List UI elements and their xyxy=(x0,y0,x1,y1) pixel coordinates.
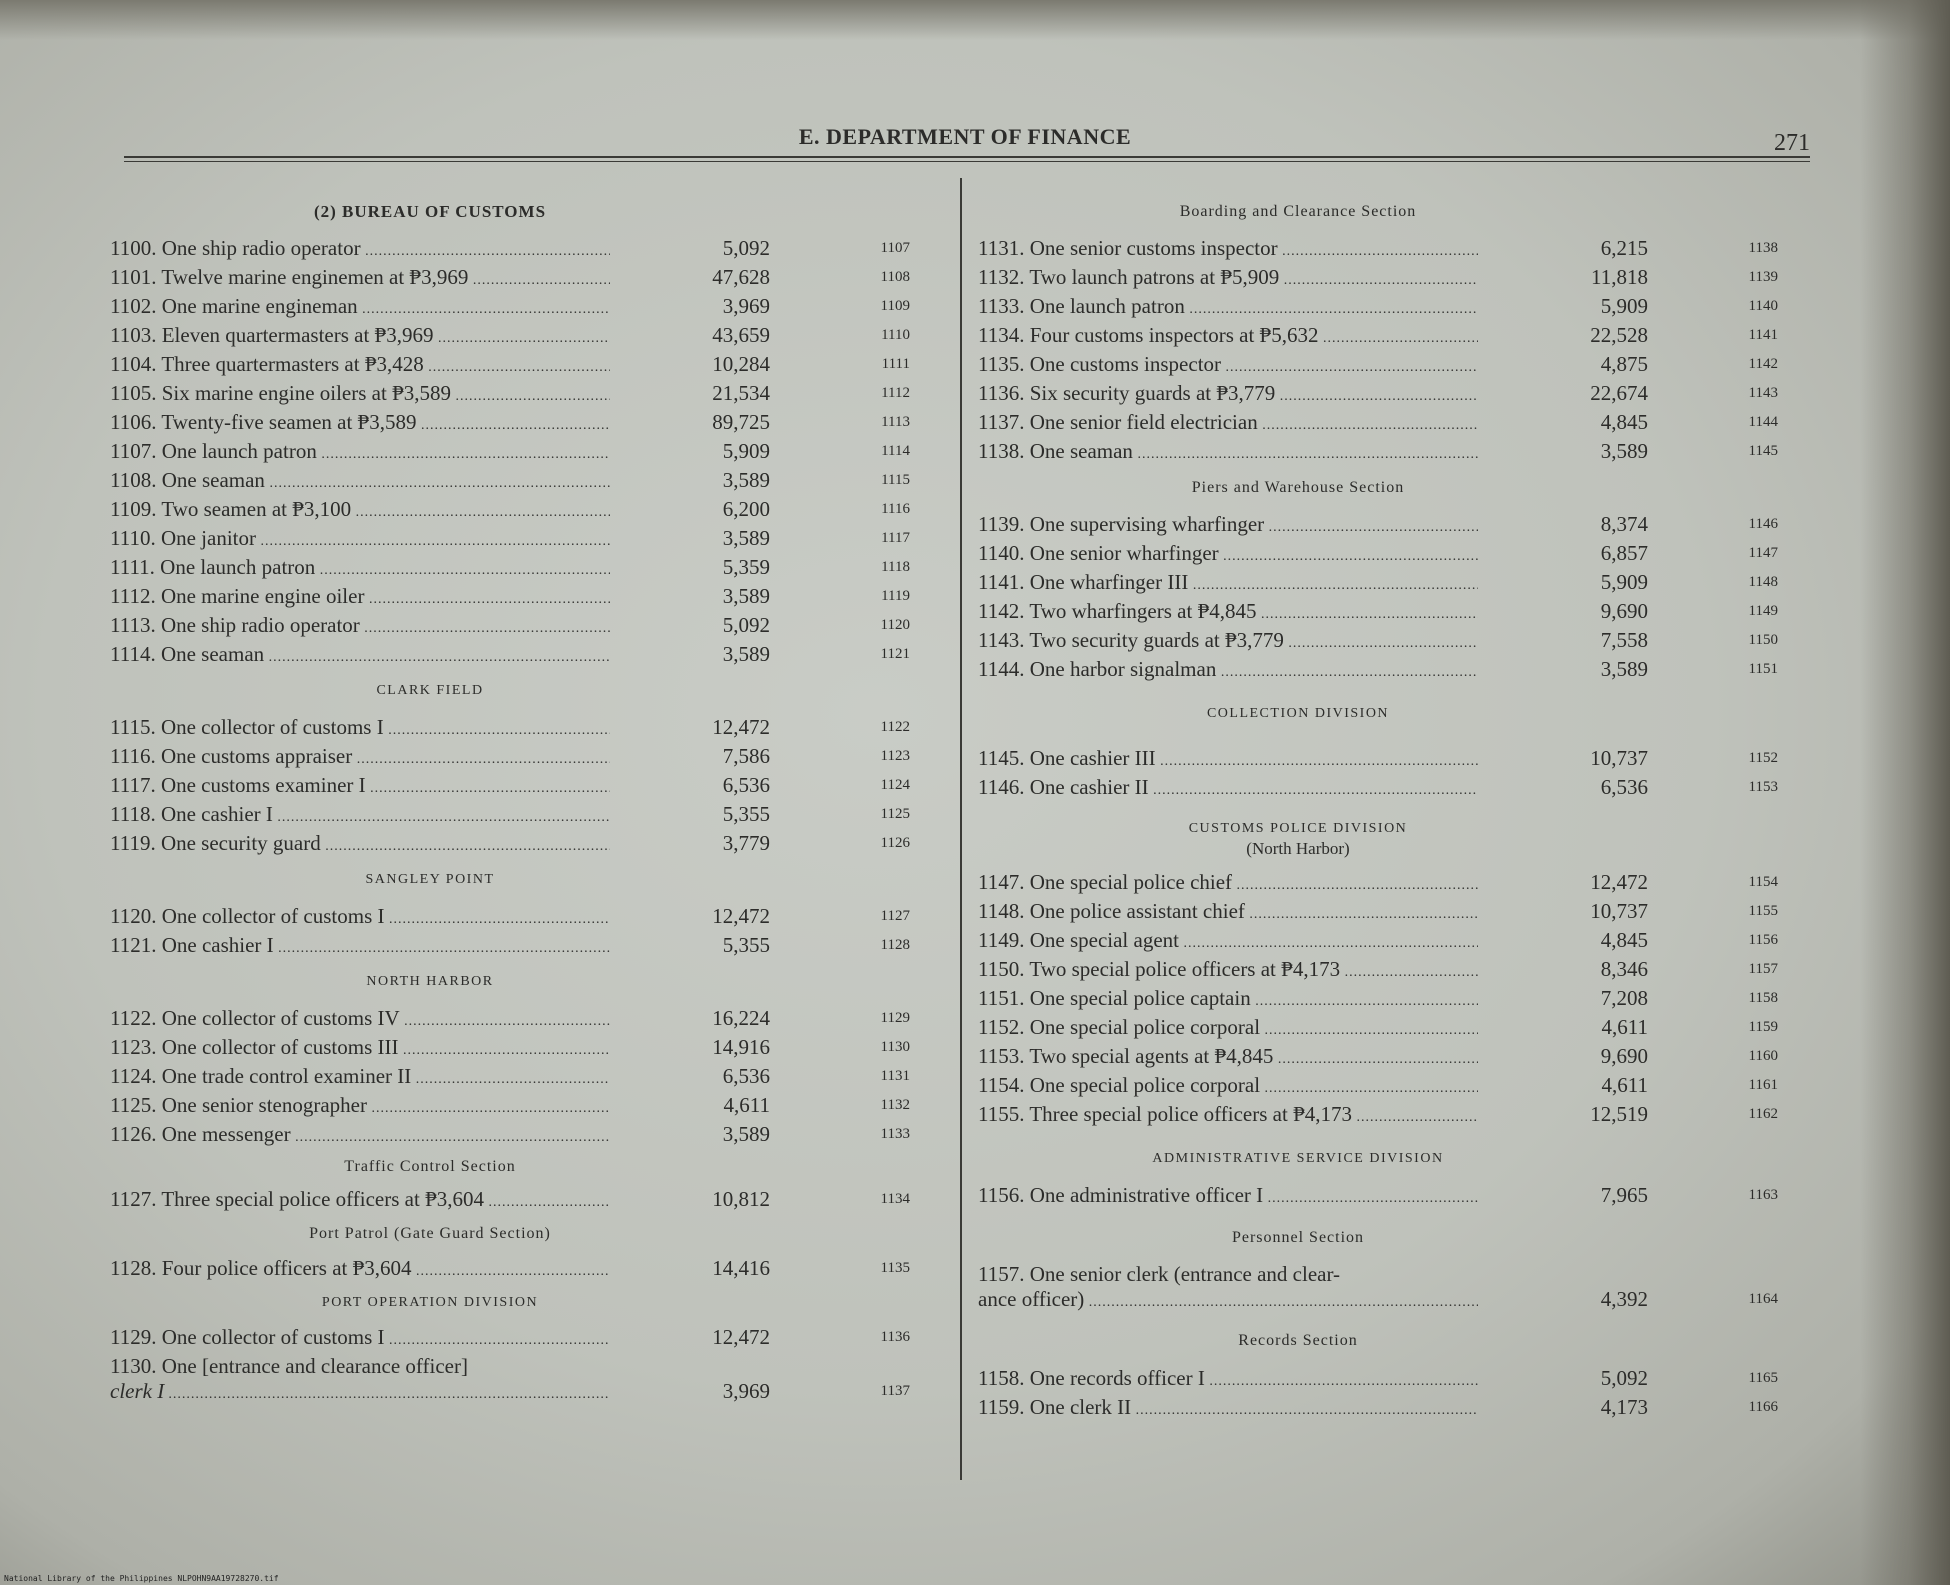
collection-division-entries xyxy=(978,744,1808,802)
page-top-shadow xyxy=(0,0,1950,40)
entry-reference: 1162 xyxy=(1748,1106,1778,1122)
entry-reference: 1112 xyxy=(881,385,910,401)
entry-amount: 5,092 xyxy=(722,613,770,637)
entry-row xyxy=(110,292,940,321)
entry-reference: 1109 xyxy=(880,298,910,314)
entry-amount: 12,472 xyxy=(712,715,770,739)
entry-reference: 1146 xyxy=(1748,516,1778,532)
entry-amount: 8,374 xyxy=(1600,512,1648,536)
entry-row xyxy=(110,524,940,553)
personnel-section-heading: Personnel Section xyxy=(1231,1229,1365,1246)
entry-reference: 1138 xyxy=(1748,240,1778,256)
entry-description: 1118. One cashier I ..... xyxy=(110,800,610,832)
entry-row xyxy=(110,713,940,742)
entry-row xyxy=(110,611,940,640)
entry-row xyxy=(110,1185,940,1214)
entry-description: 1154. One special police corporal ..... xyxy=(978,1071,1478,1103)
header-rule xyxy=(124,156,1810,158)
entry-description: 1135. One customs inspector ..... xyxy=(978,350,1478,382)
entry-reference: 1120 xyxy=(880,617,910,633)
entry-amount: 3,589 xyxy=(722,642,770,666)
entry-description: 1114. One seaman ..... xyxy=(110,640,610,672)
entry-row xyxy=(110,1062,940,1091)
entry-description: 1134. Four customs inspectors at ₱5,632 ..... xyxy=(978,321,1478,353)
entry-description: 1152. One special police corporal ..... xyxy=(978,1013,1478,1045)
entry-row xyxy=(110,437,940,466)
entry-description: 1103. Eleven quartermasters at ₱3,969 ..... xyxy=(110,321,610,353)
entry-reference: 1111 xyxy=(881,356,910,372)
entry-amount: 3,589 xyxy=(722,1122,770,1146)
bureau-entries xyxy=(110,234,940,669)
sangley-point-entries xyxy=(110,902,940,960)
entry-description: 1142. Two wharfingers at ₱4,845 ..... xyxy=(978,597,1478,629)
entry-row xyxy=(978,568,1808,597)
entry-row xyxy=(978,292,1808,321)
left-column xyxy=(110,190,940,1406)
entry-amount: 10,812 xyxy=(712,1187,770,1211)
entry-amount: 3,589 xyxy=(722,526,770,550)
entry-description: 1129. One collector of customs I ..... xyxy=(110,1323,610,1355)
entry-row xyxy=(110,931,940,960)
entry-amount: 5,359 xyxy=(722,555,770,579)
entry-row xyxy=(110,800,940,829)
entry-description: 1143. Two security guards at ₱3,779 ..... xyxy=(978,626,1478,658)
entry-reference: 1113 xyxy=(881,414,910,430)
entry-row xyxy=(978,626,1808,655)
entry-description: 1151. One special police captain ..... xyxy=(978,984,1478,1016)
entry-description: 1144. One harbor signalman ..... xyxy=(978,655,1478,687)
entry-row xyxy=(978,539,1808,568)
entry-reference: 1142 xyxy=(1748,356,1778,372)
entry-row xyxy=(110,234,940,263)
entry-reference: 1149 xyxy=(1748,603,1778,619)
entry-row xyxy=(110,771,940,800)
entry-reference: 1155 xyxy=(1748,903,1778,919)
entry-reference: 1116 xyxy=(881,501,910,517)
entry-reference: 1159 xyxy=(1748,1019,1778,1035)
entry-row xyxy=(978,597,1808,626)
entry-description: 1123. One collector of customs III ..... xyxy=(110,1033,610,1065)
entry-description: 1128. Four police officers at ₱3,604 ..... xyxy=(110,1254,610,1286)
entry-amount: 6,200 xyxy=(722,497,770,521)
entry-description: 1125. One senior stenographer ..... xyxy=(110,1091,610,1123)
entry-amount: 5,092 xyxy=(1600,1366,1648,1390)
entry-1157-line1: 1157. One senior clerk (entrance and clear- xyxy=(978,1262,1341,1286)
entry-amount: 6,215 xyxy=(1600,236,1648,260)
entry-1130-line2: clerk I ..... xyxy=(110,1377,610,1409)
entry-amount: 89,725 xyxy=(712,410,770,434)
entry-amount: 11,818 xyxy=(1591,265,1648,289)
entry-description: 1104. Three quartermasters at ₱3,428 ..... xyxy=(110,350,610,382)
entry-amount: 4,611 xyxy=(1601,1015,1648,1039)
entry-1157-amount: 4,392 xyxy=(1600,1287,1648,1311)
entry-description: 1138. One seaman ..... xyxy=(978,437,1478,469)
bureau-heading: (2) BUREAU OF CUSTOMS xyxy=(313,202,547,221)
entry-reference: 1129 xyxy=(880,1010,910,1026)
entry-amount: 3,589 xyxy=(722,468,770,492)
entry-row xyxy=(110,263,940,292)
entry-1157-line2: ance officer) ..... xyxy=(978,1285,1478,1317)
entry-reference: 1115 xyxy=(881,472,910,488)
entry-description: 1121. One cashier I ..... xyxy=(110,931,610,963)
entry-amount: 12,472 xyxy=(1590,870,1648,894)
entry-row xyxy=(110,902,940,931)
entry-amount: 7,586 xyxy=(722,744,770,768)
entry-description: 1156. One administrative officer I ..... xyxy=(978,1181,1478,1213)
entry-description: 1107. One launch patron ..... xyxy=(110,437,610,469)
entry-amount: 3,589 xyxy=(722,584,770,608)
entry-row xyxy=(110,1323,940,1352)
entry-reference: 1122 xyxy=(880,719,910,735)
entry-description: 1139. One supervising wharfinger ..... xyxy=(978,510,1478,542)
entry-1130-ref: 1137 xyxy=(880,1383,910,1399)
north-harbor-entries xyxy=(110,1004,940,1149)
entry-amount: 10,284 xyxy=(712,352,770,376)
entry-amount: 9,690 xyxy=(1600,599,1648,623)
entry-reference: 1157 xyxy=(1748,961,1778,977)
entry-reference: 1152 xyxy=(1748,750,1778,766)
customs-police-subheading: (North Harbor) xyxy=(1246,839,1350,858)
entry-row xyxy=(110,495,940,524)
entry-description: 1117. One customs examiner I ..... xyxy=(110,771,610,803)
port-operation-entries xyxy=(110,1323,940,1352)
entry-row xyxy=(110,321,940,350)
customs-police-entries xyxy=(978,868,1808,1129)
entry-row xyxy=(110,1033,940,1062)
entry-amount: 22,674 xyxy=(1590,381,1648,405)
entry-reference: 1153 xyxy=(1748,779,1778,795)
entry-amount: 43,659 xyxy=(712,323,770,347)
entry-amount: 6,536 xyxy=(722,773,770,797)
entry-row xyxy=(110,466,940,495)
entry-amount: 6,536 xyxy=(1600,775,1648,799)
entry-row xyxy=(110,640,940,669)
entry-row xyxy=(978,1071,1808,1100)
entry-description: 1102. One marine engineman ..... xyxy=(110,292,610,324)
entry-description: 1111. One launch patron ..... xyxy=(110,553,610,585)
piers-warehouse-entries xyxy=(978,510,1808,684)
north-harbor-heading: NORTH HARBOR xyxy=(366,974,494,989)
entry-description: 1136. Six security guards at ₱3,779 ..... xyxy=(978,379,1478,411)
entry-reference: 1135 xyxy=(880,1260,910,1276)
entry-reference: 1140 xyxy=(1748,298,1778,314)
entry-reference: 1143 xyxy=(1748,385,1778,401)
entry-reference: 1165 xyxy=(1748,1370,1778,1386)
entry-row xyxy=(978,1181,1808,1210)
entry-row xyxy=(978,955,1808,984)
entry-reference: 1147 xyxy=(1748,545,1778,561)
entry-amount: 5,092 xyxy=(722,236,770,260)
entry-description: 1148. One police assistant chief ..... xyxy=(978,897,1478,929)
port-patrol-heading: Port Patrol (Gate Guard Section) xyxy=(309,1225,551,1242)
entry-reference: 1128 xyxy=(880,937,910,953)
entry-reference: 1117 xyxy=(881,530,910,546)
entry-description: 1158. One records officer I ..... xyxy=(978,1364,1478,1396)
entry-description: 1116. One customs appraiser ..... xyxy=(110,742,610,774)
entry-amount: 4,845 xyxy=(1600,928,1648,952)
entry-1157 xyxy=(978,1260,1808,1318)
entry-row xyxy=(978,984,1808,1013)
entry-reference: 1154 xyxy=(1748,874,1778,890)
entry-reference: 1131 xyxy=(880,1068,910,1084)
entry-reference: 1132 xyxy=(880,1097,910,1113)
entry-reference: 1107 xyxy=(880,240,910,256)
entry-reference: 1150 xyxy=(1748,632,1778,648)
port-patrol-entries xyxy=(110,1254,940,1283)
entry-row xyxy=(978,321,1808,350)
entry-description: 1141. One wharfinger III ..... xyxy=(978,568,1478,600)
entry-reference: 1161 xyxy=(1748,1077,1778,1093)
entry-description: 1127. Three special police officers at ₱3,604 ..... xyxy=(110,1185,610,1217)
entry-amount: 22,528 xyxy=(1590,323,1648,347)
entry-reference: 1125 xyxy=(880,806,910,822)
entry-amount: 12,519 xyxy=(1590,1102,1648,1126)
entry-amount: 4,611 xyxy=(723,1093,770,1117)
entry-row xyxy=(978,1364,1808,1393)
page-number: 271 xyxy=(1774,130,1810,156)
entry-amount: 5,909 xyxy=(1600,570,1648,594)
entry-description: 1140. One senior wharfinger ..... xyxy=(978,539,1478,571)
column-divider xyxy=(960,178,962,1480)
entry-reference: 1127 xyxy=(880,908,910,924)
entry-description: 1147. One special police chief ..... xyxy=(978,868,1478,900)
entry-reference: 1114 xyxy=(881,443,910,459)
entry-row xyxy=(978,437,1808,466)
entry-description: 1153. Two special agents at ₱4,845 ..... xyxy=(978,1042,1478,1074)
entry-description: 1101. Twelve marine enginemen at ₱3,969 ..... xyxy=(110,263,610,295)
entry-row xyxy=(110,742,940,771)
entry-description: 1113. One ship radio operator ..... xyxy=(110,611,610,643)
entry-description: 1155. Three special police officers at ₱4,173 ..... xyxy=(978,1100,1478,1132)
entry-description: 1132. Two launch patrons at ₱5,909 ..... xyxy=(978,263,1478,295)
entry-reference: 1160 xyxy=(1748,1048,1778,1064)
entry-description: 1108. One seaman ..... xyxy=(110,466,610,498)
entry-reference: 1118 xyxy=(881,559,910,575)
traffic-control-heading: Traffic Control Section xyxy=(344,1158,516,1175)
entry-row xyxy=(110,1004,940,1033)
scan-footer: National Library of the Philippines NLPOHN9AA19728270.tif xyxy=(4,1574,279,1583)
boarding-clearance-entries xyxy=(978,234,1808,466)
right-column xyxy=(978,190,1808,1422)
records-section-entries xyxy=(978,1364,1808,1422)
entry-1130-amount: 3,969 xyxy=(722,1379,770,1403)
entry-description: 1145. One cashier III ..... xyxy=(978,744,1478,776)
entry-amount: 9,690 xyxy=(1600,1044,1648,1068)
page-right-shadow xyxy=(1860,0,1950,1585)
entry-amount: 21,534 xyxy=(712,381,770,405)
administrative-service-heading: ADMINISTRATIVE SERVICE DIVISION xyxy=(1152,1151,1444,1166)
entry-reference: 1163 xyxy=(1748,1187,1778,1203)
entry-row xyxy=(978,1042,1808,1071)
entry-amount: 3,589 xyxy=(1600,657,1648,681)
entry-1130 xyxy=(110,1352,940,1406)
entry-row xyxy=(110,1091,940,1120)
entry-description: 1106. Twenty-five seamen at ₱3,589 ..... xyxy=(110,408,610,440)
entry-row xyxy=(110,408,940,437)
entry-reference: 1134 xyxy=(880,1191,910,1207)
entry-1157-ref: 1164 xyxy=(1748,1291,1778,1307)
entry-description: 1150. Two special police officers at ₱4,173 ..... xyxy=(978,955,1478,987)
entry-amount: 47,628 xyxy=(712,265,770,289)
entry-row xyxy=(110,1120,940,1149)
entry-amount: 7,208 xyxy=(1600,986,1648,1010)
entry-amount: 5,909 xyxy=(1600,294,1648,318)
entry-amount: 14,916 xyxy=(712,1035,770,1059)
entry-reference: 1151 xyxy=(1748,661,1778,677)
entry-reference: 1158 xyxy=(1748,990,1778,1006)
entry-description: 1115. One collector of customs I ..... xyxy=(110,713,610,745)
entry-row xyxy=(110,553,940,582)
entry-amount: 4,173 xyxy=(1600,1395,1648,1419)
sangley-point-heading: SANGLEY POINT xyxy=(365,872,495,887)
entry-row xyxy=(978,1013,1808,1042)
entry-row xyxy=(978,234,1808,263)
entry-description: 1109. Two seamen at ₱3,100 ..... xyxy=(110,495,610,527)
entry-description: 1110. One janitor ..... xyxy=(110,524,610,556)
entry-description: 1119. One security guard ..... xyxy=(110,829,610,861)
entry-amount: 4,611 xyxy=(1601,1073,1648,1097)
entry-reference: 1133 xyxy=(880,1126,910,1142)
entry-amount: 8,346 xyxy=(1600,957,1648,981)
entry-amount: 12,472 xyxy=(712,904,770,928)
entry-amount: 7,965 xyxy=(1600,1183,1648,1207)
records-section-heading: Records Section xyxy=(1238,1332,1358,1349)
page-title: E. DEPARTMENT OF FINANCE xyxy=(798,124,1132,149)
entry-description: 1120. One collector of customs I ..... xyxy=(110,902,610,934)
entry-amount: 4,845 xyxy=(1600,410,1648,434)
administrative-service-entries xyxy=(978,1181,1808,1210)
entry-row xyxy=(110,829,940,858)
entry-row xyxy=(978,773,1808,802)
entry-description: 1100. One ship radio operator ..... xyxy=(110,234,610,266)
entry-reference: 1130 xyxy=(880,1039,910,1055)
entry-amount: 16,224 xyxy=(712,1006,770,1030)
entry-row xyxy=(110,350,940,379)
entry-reference: 1124 xyxy=(880,777,910,793)
entry-amount: 7,558 xyxy=(1600,628,1648,652)
entry-row xyxy=(978,350,1808,379)
entry-amount: 4,875 xyxy=(1600,352,1648,376)
entry-row xyxy=(978,1100,1808,1129)
entry-amount: 10,737 xyxy=(1590,746,1648,770)
entry-row xyxy=(978,379,1808,408)
entry-reference: 1141 xyxy=(1748,327,1778,343)
entry-row xyxy=(978,868,1808,897)
entry-reference: 1145 xyxy=(1748,443,1778,459)
clark-field-entries xyxy=(110,713,940,858)
entry-amount: 5,909 xyxy=(722,439,770,463)
entry-amount: 5,355 xyxy=(722,802,770,826)
entry-reference: 1121 xyxy=(880,646,910,662)
entry-amount: 12,472 xyxy=(712,1325,770,1349)
traffic-control-entries xyxy=(110,1185,940,1214)
boarding-clearance-heading: Boarding and Clearance Section xyxy=(1179,203,1417,220)
entry-reference: 1110 xyxy=(881,327,910,343)
entry-description: 1122. One collector of customs IV ..... xyxy=(110,1004,610,1036)
entry-amount: 14,416 xyxy=(712,1256,770,1280)
entry-description: 1105. Six marine engine oilers at ₱3,589 ..... xyxy=(110,379,610,411)
entry-row xyxy=(110,582,940,611)
piers-warehouse-heading: Piers and Warehouse Section xyxy=(1191,479,1405,496)
entry-amount: 10,737 xyxy=(1590,899,1648,923)
entry-row xyxy=(978,408,1808,437)
entry-1130-line1: 1130. One [entrance and clearance officer] xyxy=(110,1354,468,1378)
header-rule-thin xyxy=(124,161,1810,162)
entry-row xyxy=(978,897,1808,926)
entry-amount: 3,969 xyxy=(722,294,770,318)
entry-description: 1124. One trade control examiner II ..... xyxy=(110,1062,610,1094)
port-operation-heading: PORT OPERATION DIVISION xyxy=(321,1295,539,1310)
entry-reference: 1126 xyxy=(880,835,910,851)
entry-reference: 1166 xyxy=(1748,1399,1778,1415)
entry-reference: 1136 xyxy=(880,1329,910,1345)
entry-description: 1159. One clerk II ..... xyxy=(978,1393,1478,1425)
entry-row xyxy=(110,379,940,408)
entry-description: 1146. One cashier II ..... xyxy=(978,773,1478,805)
entry-row xyxy=(978,510,1808,539)
entry-amount: 6,857 xyxy=(1600,541,1648,565)
entry-row xyxy=(978,744,1808,773)
entry-row xyxy=(978,1393,1808,1422)
entry-reference: 1108 xyxy=(880,269,910,285)
entry-reference: 1123 xyxy=(880,748,910,764)
entry-row xyxy=(978,926,1808,955)
entry-description: 1133. One launch patron ..... xyxy=(978,292,1478,324)
entry-row xyxy=(978,655,1808,684)
clark-field-heading: CLARK FIELD xyxy=(376,683,484,698)
entry-amount: 3,589 xyxy=(1600,439,1648,463)
entry-reference: 1119 xyxy=(881,588,910,604)
entry-reference: 1156 xyxy=(1748,932,1778,948)
entry-reference: 1148 xyxy=(1748,574,1778,590)
entry-amount: 5,355 xyxy=(722,933,770,957)
entry-reference: 1139 xyxy=(1748,269,1778,285)
collection-division-heading: COLLECTION DIVISION xyxy=(1206,706,1390,721)
entry-description: 1131. One senior customs inspector ..... xyxy=(978,234,1478,266)
entry-row xyxy=(110,1254,940,1283)
entry-row xyxy=(978,263,1808,292)
customs-police-heading: CUSTOMS POLICE DIVISION xyxy=(1188,821,1408,836)
entry-description: 1112. One marine engine oiler ..... xyxy=(110,582,610,614)
entry-description: 1126. One messenger ..... xyxy=(110,1120,610,1152)
entry-amount: 3,779 xyxy=(722,831,770,855)
entry-reference: 1144 xyxy=(1748,414,1778,430)
entry-description: 1149. One special agent ..... xyxy=(978,926,1478,958)
entry-description: 1137. One senior field electrician ..... xyxy=(978,408,1478,440)
entry-amount: 6,536 xyxy=(722,1064,770,1088)
